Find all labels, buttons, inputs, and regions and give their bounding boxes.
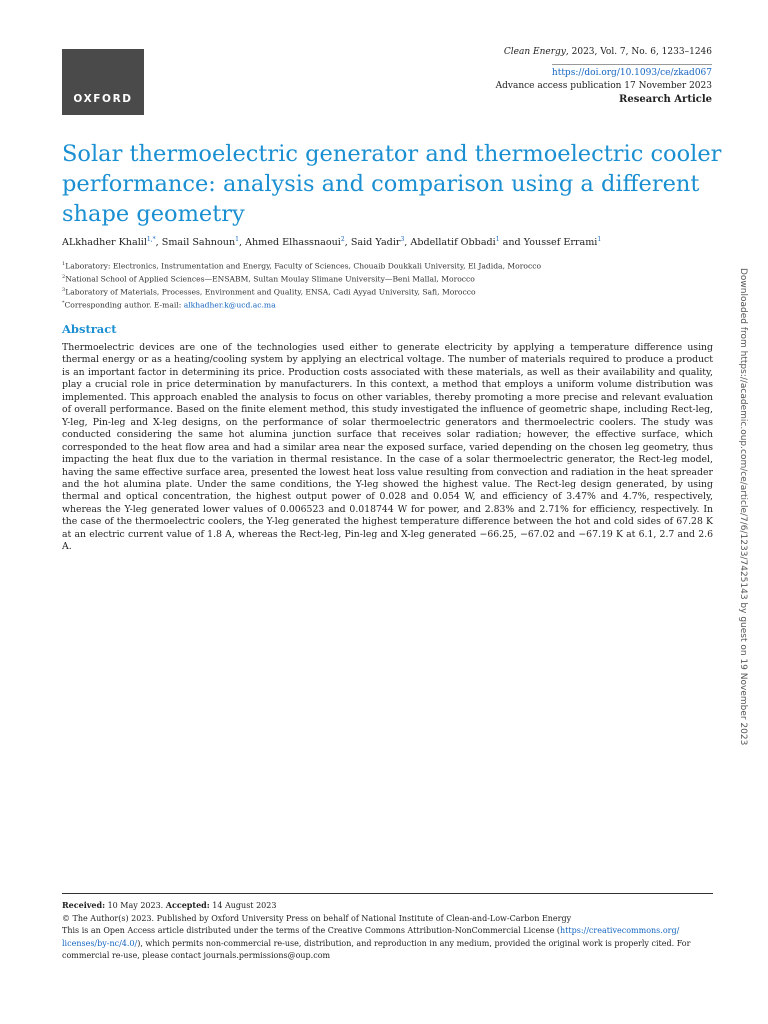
corresponding-author: *Corresponding author. E-mail: alkhadher.k@ucd.ac.ma — [62, 300, 276, 310]
journal-citation — [496, 46, 712, 59]
license-text: This is an Open Access article distributed under the terms of the Creative Commons Attribution-NonCommercial License (https://creativecommons.org/ licenses/by-nc/4.0/), which permits non-commercial re-use, distribution, and reproduction in any medium, provided the original work is properly cited. For commercial re-use, please contact journals.permissions@oup.com — [62, 926, 691, 960]
publisher-logo — [62, 49, 144, 115]
abstract-text: Thermoelectric devices are one of the technologies used either to generate electricity by applying a temperature difference using thermal energy or as a heating/cooling system by applying an electrical voltage. The number of materials required to produce a product is an important factor in determining its price. Production costs associated with these materials, as well as their availability and quality, play a crucial role in price determination by manufacturers. In this context, a method that employs a uniform volume distribution was implemented. This approach enabled the analysis to focus on other variables, thereby promoting a more precise and relevant evaluation of overall performance. Based on the finite element method, this study investigated the influence of geometric shape, including Rect-leg, Y-leg, Pin-leg and X-leg designs, on the performance of solar thermoelectric generators and thermoelectric coolers. The study was conducted considering the same hot alumina junction surface that receives solar radiation; however, the effective surface, which corresponded to the heat flow area and had a similar area near the exposed surface, varied depending on the chosen leg geometry, thus impacting the heat flux due to the variation in thermal resistance. In the case of a solar thermoelectric generator, the Rect-leg model, having the same effective surface area, presented the lowest heat loss value resulting from convection and radiation in the heat spreader and the hot alumina plate. Under the same conditions, the Y-leg showed the highest value. The Rect-leg design generated, by using thermal and optical concentration, the highest output power of 0.028 and 0.054 W, and efficiency of 3.47% and 4.7%, respectively, whereas the Y-leg generated lower values of 0.006523 and 0.018744 W for power, and 2.83% and 2.71% for efficiency, respectively. In the case of the thermoelectric coolers, the Y-leg generated the highest temperature difference between the hot and cold sides of 67.28 K at an electric current value of 1.8 A, whereas the Rect-leg, Pin-leg and X-leg generated −66.25, −67.02 and −67.19 K at 6.1, 2.7 and 2.6 A. — [62, 342, 713, 553]
author[interactable]: ALkhadher Khalil$^{1,*}$ — [62, 236, 156, 249]
affiliations — [62, 259, 541, 312]
publisher-logo-text: OXFORD — [73, 93, 133, 105]
footer-divider — [62, 893, 713, 894]
download-watermark: Downloaded from https://academic.oup.com/ce/article/7/6/1233/7425143 by guest on 19 November 2023 — [738, 268, 748, 746]
author[interactable]: Smail Sahnoun$^1$ — [161, 236, 239, 249]
affiliation: $^2$National School of Applied Sciences—ENSABM, Sultan Moulay Slimane University—Beni Mallal, Morocco — [62, 274, 475, 284]
author-list: ALkhadher Khalil$^{1,*}$, Smail Sahnoun$^1$, Ahmed Elhassnaoui$^2$, Said Yadir$^3$, Abdellatif Obbadi$^1$ and Youssef Errami$^1$ — [62, 236, 602, 249]
abstract-heading: Abstract — [62, 322, 117, 336]
journal-name: Clean Energy — [503, 47, 566, 57]
advance-access: Advance access publication 17 November 2023 — [495, 81, 712, 91]
copyright-line: © The Author(s) 2023. Published by Oxford University Press on behalf of National Institute of Clean-and-Low-Carbon Energy — [62, 913, 572, 923]
footer-notes — [62, 899, 713, 963]
article-meta — [496, 46, 712, 106]
author[interactable]: Ahmed Elhassnaoui$^2$ — [245, 236, 345, 249]
doi-link[interactable]: https://doi.org/10.1093/ce/zkad067 — [552, 64, 712, 80]
dates-line: Received: 10 May 2023. Accepted: 14 August 2023 — [62, 900, 277, 910]
article-title: Solar thermoelectric generator and thermoelectric cooler performance: analysis and comparison using a different shape geometry — [62, 141, 722, 227]
author[interactable]: Said Yadir$^3$ — [350, 236, 405, 249]
license-link[interactable]: https://creativecommons.org/ licenses/by-nc/4.0/ — [62, 926, 680, 948]
author[interactable]: Abdellatif Obbadi$^1$ — [410, 236, 500, 249]
affiliation: $^3$Laboratory of Materials, Processes, Environment and Quality, ENSA, Cadi Ayyad University, Safi, Morocco — [62, 287, 476, 297]
citation-details: , 2023, Vol. 7, No. 6, 1233–1246 — [565, 47, 712, 57]
corresponding-email-link[interactable]: alkhadher.k@ucd.ac.ma — [183, 300, 276, 310]
article-type: Research Article — [619, 94, 712, 105]
author[interactable]: Youssef Errami$^1$ — [523, 236, 602, 249]
affiliation: $^1$Laboratory: Electronics, Instrumentation and Energy, Faculty of Sciences, Chouaib Doukkali University, El Jadida, Morocco — [62, 261, 542, 271]
